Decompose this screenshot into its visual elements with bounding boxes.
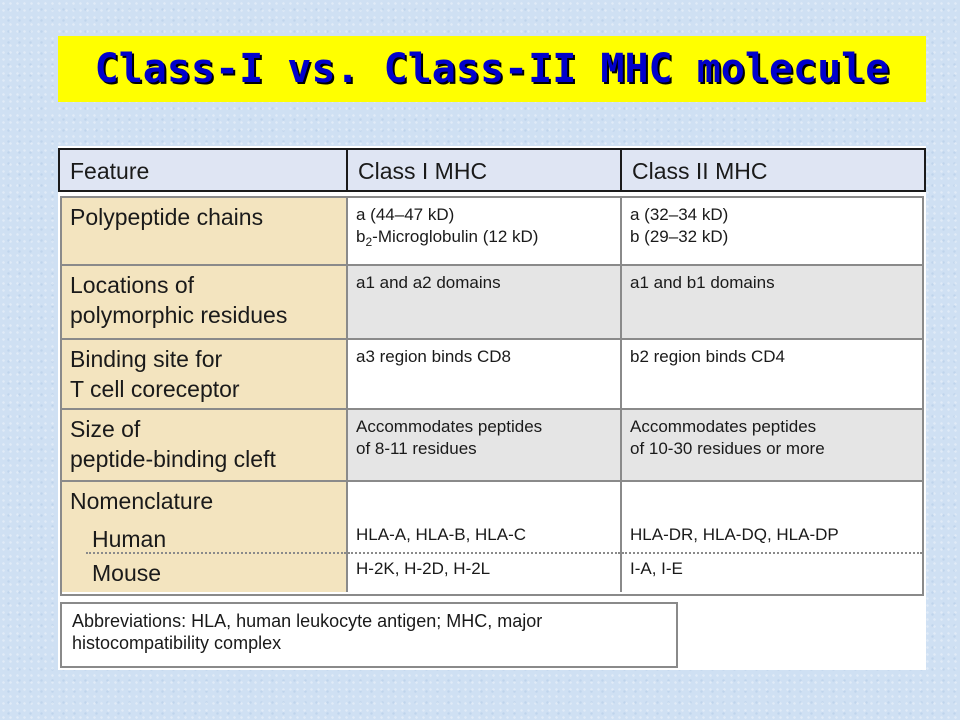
class2-value: a (32–34 kD): [630, 205, 729, 224]
header-feature: Feature: [60, 150, 348, 190]
feature-label-line2: peptide-binding cleft: [70, 446, 276, 472]
table-header-row: [58, 148, 926, 192]
comparison-table-body: [60, 196, 924, 596]
class1-cell: [348, 340, 622, 408]
table-row: [62, 410, 922, 482]
class1-value-line2: of 8-11 residues: [356, 439, 477, 458]
class1-cell: [348, 198, 622, 264]
human-label: Human: [92, 526, 167, 552]
class1-value: Accommodates peptides: [356, 417, 543, 436]
class1-cell: [348, 266, 622, 338]
class1-value: a (44–47 kD): [356, 205, 455, 224]
table-row: [62, 198, 922, 266]
class2-cell: [622, 340, 922, 408]
abbreviations-line1: Abbreviations: HLA, human leukocyte antigen; MHC, major: [72, 611, 543, 631]
class1-value-line2: [356, 226, 612, 253]
table-row: [62, 340, 922, 410]
class2-cell: [622, 198, 922, 264]
abbreviations-line2: histocompatibility complex: [72, 633, 282, 653]
feature-cell: [62, 340, 348, 408]
blank-line: [622, 482, 922, 518]
title-banner: [58, 36, 926, 102]
table-row: [62, 482, 922, 592]
feature-label-line2: polymorphic residues: [70, 302, 288, 328]
class2-human-value: HLA-DR, HLA-DQ, HLA-DP: [630, 525, 839, 544]
class1-value: a3 region binds CD8: [356, 347, 511, 366]
class1-cell: [348, 482, 622, 592]
class1-human-value: HLA-A, HLA-B, HLA-C: [356, 525, 527, 544]
class2-value: b2 region binds CD4: [630, 347, 785, 366]
class2-cell: [622, 266, 922, 338]
class2-value: Accommodates peptides: [630, 417, 817, 436]
feature-label: Size of: [70, 416, 141, 442]
header-class2: Class II MHC: [632, 158, 768, 184]
feature-cell: [62, 410, 348, 480]
feature-label: Polypeptide chains: [70, 204, 264, 230]
feature-label: Nomenclature: [70, 488, 214, 514]
mouse-label: Mouse: [86, 552, 346, 586]
slide-title: Class-I vs. Class-II MHC molecule: [94, 46, 890, 92]
feature-cell: [62, 266, 348, 338]
feature-label: Binding site for: [70, 346, 223, 372]
class1-mouse-value: H-2K, H-2D, H-2L: [348, 552, 620, 586]
abbreviations-note: [60, 602, 678, 668]
feature-label: Locations of: [70, 272, 195, 298]
class1-cell: [348, 410, 622, 480]
feature-label-line2: T cell coreceptor: [70, 376, 240, 402]
class1-value-prefix: b: [356, 227, 366, 246]
subscript: 2: [365, 235, 373, 249]
feature-cell: [62, 198, 348, 264]
class2-value-line2: b (29–32 kD): [630, 227, 729, 246]
class1-value-rest: -Microglobulin (12 kD): [372, 227, 539, 246]
class2-value: a1 and b1 domains: [630, 273, 775, 292]
class2-value-line2: of 10-30 residues or more: [630, 439, 825, 458]
table-row: [62, 266, 922, 340]
blank-line: [348, 482, 620, 518]
class1-value: a1 and a2 domains: [356, 273, 501, 292]
class2-cell: [622, 482, 922, 592]
feature-cell: [62, 482, 348, 592]
header-class1: Class I MHC: [348, 150, 622, 190]
class2-mouse-value: I-A, I-E: [622, 552, 922, 586]
comparison-table-panel: [58, 146, 926, 670]
class2-cell: [622, 410, 922, 480]
